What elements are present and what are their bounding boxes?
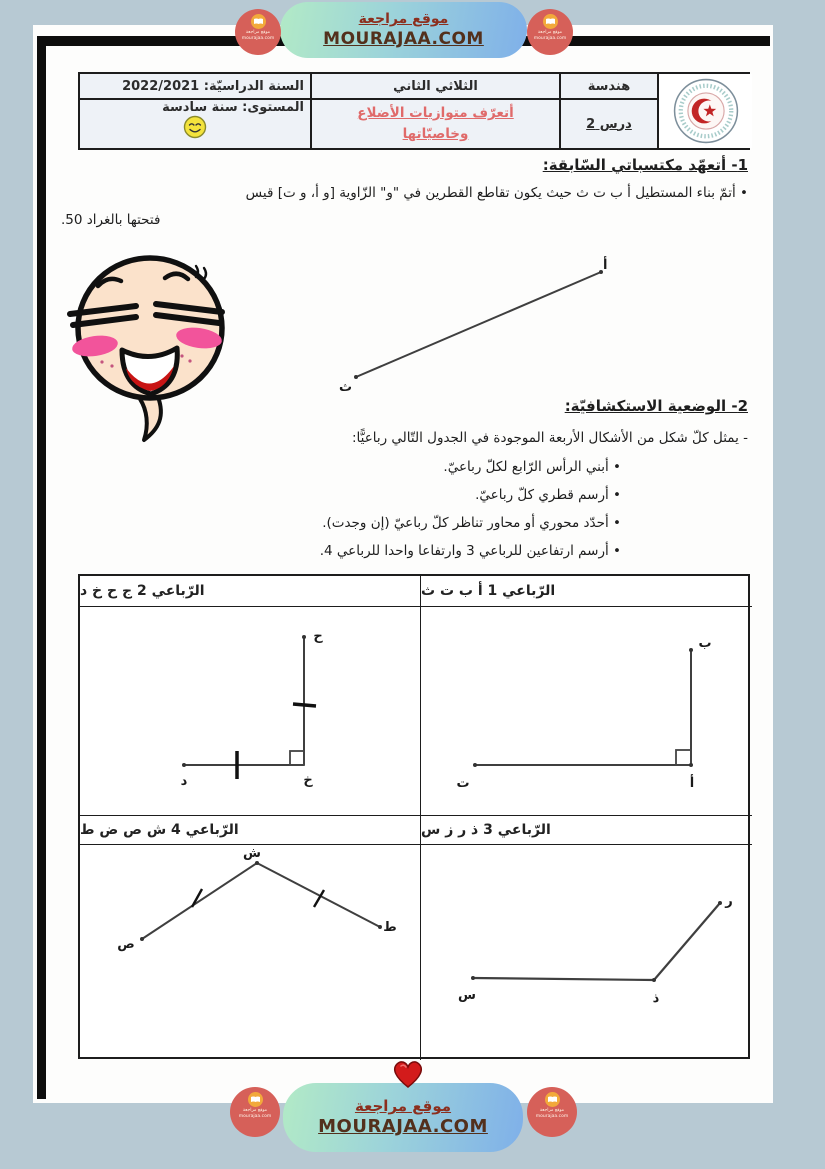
badge-site-name: موقع مراجعة bbox=[537, 30, 563, 35]
quad3-cell bbox=[420, 845, 752, 1060]
quad1-title: الرّباعي 1 أ ب ت ث bbox=[420, 576, 752, 607]
badge-site-name: موقع مراجعة bbox=[539, 1108, 565, 1113]
subject-label: هندسة bbox=[587, 78, 631, 94]
site-name-arabic: موقع مراجعة bbox=[354, 1097, 452, 1116]
site-badge bbox=[527, 1087, 577, 1137]
quad4-drawing bbox=[80, 845, 418, 1058]
badge-site-url: mourajaa.com bbox=[241, 36, 275, 42]
quad2-cell bbox=[80, 607, 420, 816]
lesson-title: أتعرّف متوازيات الأضلاع وخاصيّاتها bbox=[357, 105, 514, 142]
quad3-label-end: س bbox=[458, 988, 476, 1003]
lesson-number: درس 2 bbox=[586, 116, 632, 132]
quad1-label-end: ت bbox=[456, 776, 470, 791]
quad2-label-top: ح bbox=[313, 629, 323, 644]
ministry-logo-cell bbox=[657, 74, 752, 148]
bullet-item-3: • أحدّد محوري أو محاور تناظر كلّ رباعيّ (إن وجدت). bbox=[322, 515, 621, 531]
segment-label-bottom: ث bbox=[339, 380, 353, 395]
site-name-arabic: موقع مراجعة bbox=[358, 11, 449, 28]
term-label: الثلاثي الثاني bbox=[393, 78, 478, 94]
worksheet-page bbox=[33, 25, 773, 1103]
bullet-item-1: • أبني الرأس الرّابع لكلّ رباعيّ. bbox=[443, 459, 621, 475]
quad1-drawing bbox=[421, 607, 751, 814]
book-icon bbox=[543, 14, 558, 29]
quad3-drawing bbox=[421, 845, 751, 1058]
book-icon bbox=[248, 1092, 263, 1107]
school-year-cell bbox=[80, 74, 310, 148]
quad1-label-corner: أ bbox=[689, 776, 695, 791]
badge-site-url: mourajaa.com bbox=[535, 1114, 569, 1120]
segment-drawing bbox=[333, 255, 633, 420]
quad4-title: الرّباعي 4 ش ص ض ط bbox=[80, 816, 420, 845]
section1-heading: 1- أتعهّد مكتسباتي السّابقة: bbox=[542, 156, 748, 174]
book-icon bbox=[251, 14, 266, 29]
quad2-label-end: د bbox=[180, 774, 188, 789]
site-badge bbox=[230, 1087, 280, 1137]
quad4-label-peak: ش bbox=[243, 846, 261, 861]
section2-heading: 2- الوضعية الاستكشافيّة: bbox=[564, 397, 748, 415]
badge-site-url: mourajaa.com bbox=[238, 1114, 272, 1120]
lesson-title-cell bbox=[310, 74, 559, 148]
quad3-label-top: ر bbox=[725, 894, 733, 909]
section1-task-line2: فتحتها بالغراد 50. bbox=[61, 212, 161, 228]
quad1-cell bbox=[420, 607, 752, 816]
site-badge bbox=[527, 9, 573, 55]
badge-site-name: موقع مراجعة bbox=[245, 30, 271, 35]
quad2-drawing bbox=[80, 607, 418, 814]
bullet-item-4: • أرسم ارتفاعين للرباعي 3 وارتفاعا واحدا للرباعي 4. bbox=[319, 543, 621, 559]
header-table bbox=[78, 72, 750, 150]
quad2-label-corner: خ bbox=[303, 773, 313, 788]
section1-task-line1: • أتمّ بناء المستطيل أ ب ت ث حيث يكون تقاطع القطرين في "و" الزّاوية [و أ، و ت] قيس bbox=[245, 185, 748, 201]
quad4-label-left: ص bbox=[117, 937, 135, 952]
segment-label-top: أ bbox=[603, 258, 608, 273]
bullet-item-2: • أرسم قطري كلّ رباعيّ. bbox=[475, 487, 621, 503]
site-domain: MOURAJAA.COM bbox=[323, 28, 484, 49]
level-label: المستوى: سنة سادسة bbox=[162, 100, 304, 115]
site-domain: MOURAJAA.COM bbox=[318, 1116, 488, 1138]
section2-intro: - يمثل كلّ شكل من الأشكال الأربعة الموجودة في الجدول التّالي رباعيًّا: bbox=[351, 430, 748, 446]
school-year-label: السنة الدراسيّة: 2022/2021 bbox=[122, 78, 304, 94]
bottom-banner-pill bbox=[283, 1083, 523, 1152]
quad4-cell bbox=[80, 845, 420, 1060]
book-icon bbox=[545, 1092, 560, 1107]
quad2-title: الرّباعي 2 ج ح خ د bbox=[80, 576, 420, 607]
smiley-face-icon bbox=[183, 115, 207, 139]
site-badge bbox=[235, 9, 281, 55]
quad1-label-top: ب bbox=[698, 636, 712, 651]
subject-cell bbox=[559, 74, 657, 148]
ministry-logo-icon bbox=[666, 75, 746, 147]
badge-site-name: موقع مراجعة bbox=[242, 1108, 268, 1113]
quad3-title: الرّباعي 3 ذ ر ز س bbox=[420, 816, 752, 845]
quad3-label-corner: ذ bbox=[652, 991, 660, 1006]
page-left-border bbox=[37, 36, 46, 1099]
top-banner-pill bbox=[280, 2, 527, 58]
heart-icon bbox=[391, 1059, 425, 1089]
quad4-label-right: ط bbox=[383, 920, 397, 935]
quad-table bbox=[78, 574, 750, 1059]
laughing-face-illustration bbox=[62, 248, 240, 444]
badge-site-url: mourajaa.com bbox=[533, 36, 567, 42]
